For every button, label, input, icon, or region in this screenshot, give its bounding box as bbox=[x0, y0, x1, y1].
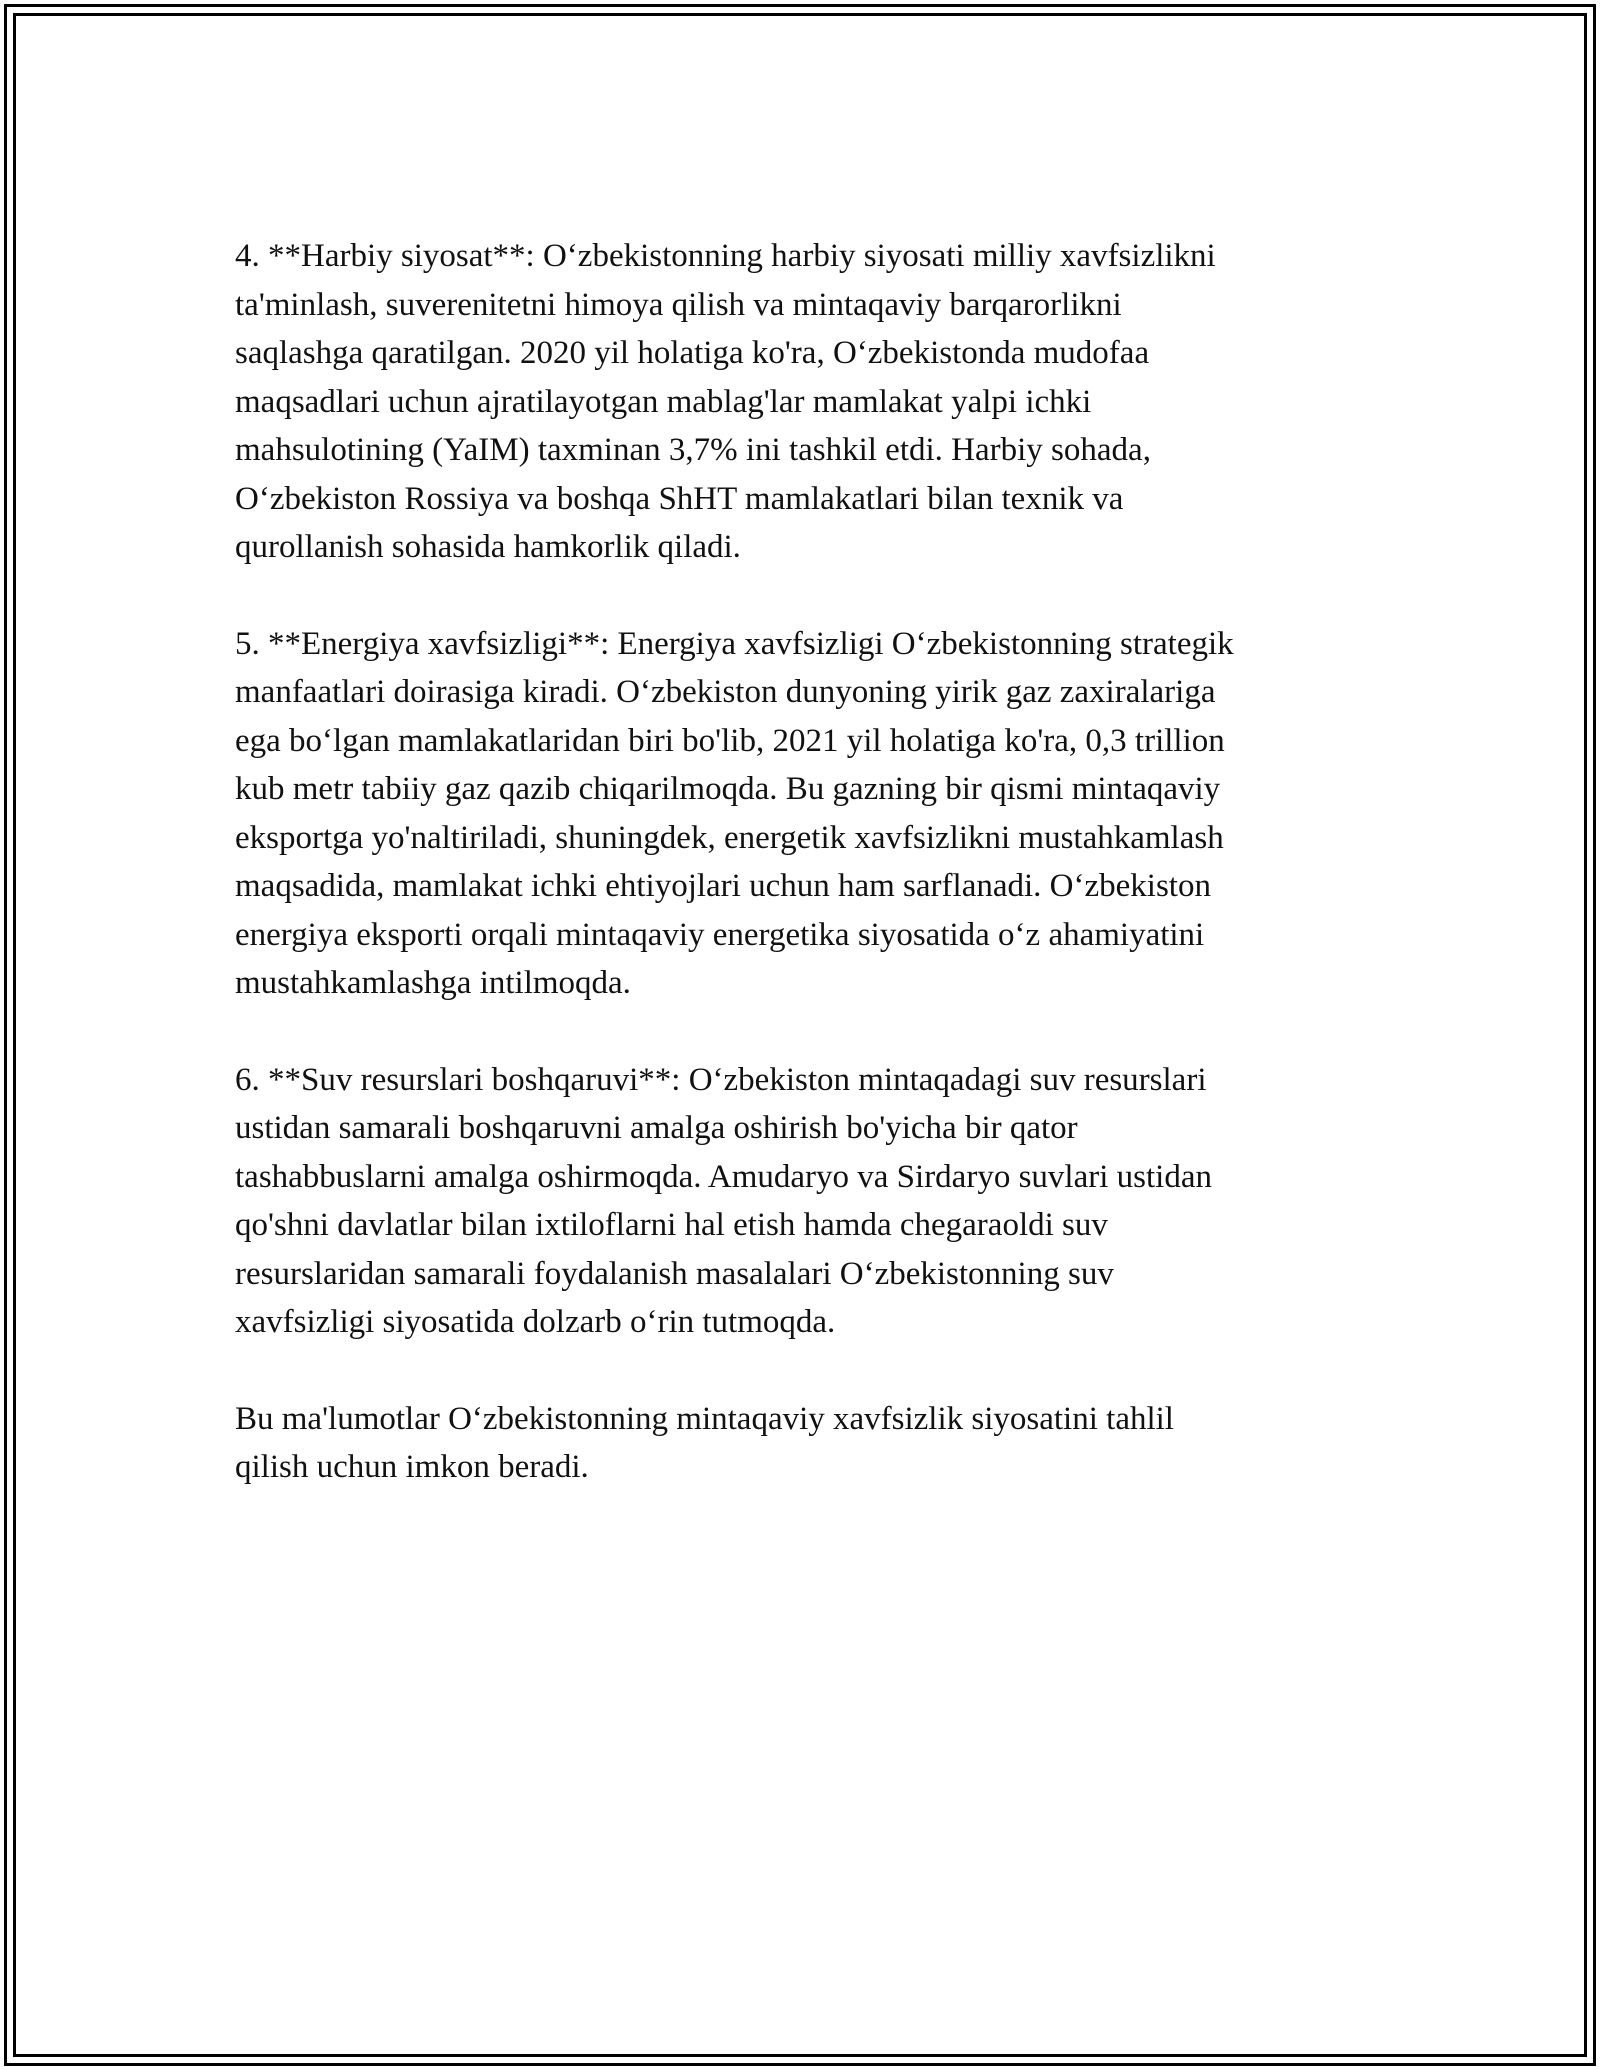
document-body bbox=[235, 232, 1375, 1540]
paragraph-water-management: 6. **Suv resurslari boshqaruvi**: O‘zbekiston mintaqadagi suv resurslari ustidan samarali boshqaruvni amalga oshirish bo'yicha bir qator tashabbuslarni amalga oshirmoqda. Amudaryo va Sirdaryo suvlari ustidan qo'shni davlatlar bilan ixtiloflarni hal etish hamda chegaraoldi suv resurslaridan samarali foydalanish masalalari O‘zbekistonning suv xavfsizligi siyosatida dolzarb o‘rin tutmoqda. bbox=[235, 1061, 1212, 1340]
paragraph-conclusion: Bu ma'lumotlar O‘zbekistonning mintaqaviy xavfsizlik siyosatini tahlil qilish uchun imkon beradi. bbox=[235, 1400, 1174, 1485]
paragraph-energy-security: 5. **Energiya xavfsizligi**: Energiya xavfsizligi O‘zbekistonning strategik manfaatlari doirasiga kiradi. O‘zbekiston dunyoning yirik gaz zaxiralariga ega bo‘lgan mamlakatlaridan biri bo'lib, 2021 yil holatiga ko'ra, 0,3 trillion kub metr tabiiy gaz qazib chiqarilmoqda. Bu gazning bir qismi mintaqaviy eksportga yo'naltiriladi, shuningdek, energetik xavfsizlikni mustahkamlash maqsadida, mamlakat ichki ehtiyojlari uchun ham sarflanadi. O‘zbekiston energiya eksporti orqali mintaqaviy energetika siyosatida o‘z ahamiyatini mustahkamlashga intilmoqda. bbox=[235, 625, 1234, 1001]
paragraph-military-policy: 4. **Harbiy siyosat**: O‘zbekistonning harbiy siyosati milliy xavfsizlikni ta'minlash, suverenitetni himoya qilish va mintaqaviy barqarorlikni saqlashga qaratilgan. 2020 yil holatiga ko'ra, O‘zbekistonda mudofaa maqsadlari uchun ajratilayotgan mablag'lar mamlakat yalpi ichki mahsulotining (YaIM) taxminan 3,7% ini tashkil etdi. Harbiy sohada, O‘zbekiston Rossiya va boshqa ShHT mamlakatlari bilan texnik va qurollanish sohasida hamkorlik qiladi. bbox=[235, 238, 1216, 565]
